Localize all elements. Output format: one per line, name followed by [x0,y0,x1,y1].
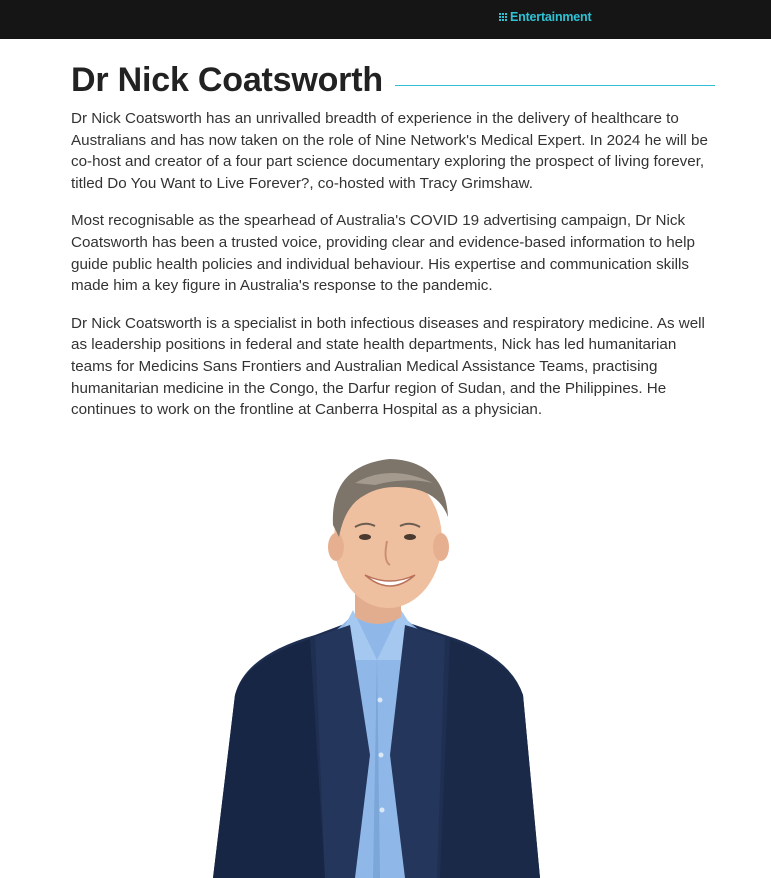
bio-paragraph-2: Most recognisable as the spearhead of Australia's COVID 19 advertising campaign, Dr Nick Coatsworth has been a trusted voice, providing clear and evidence-based information to help guide public health policies and individual behaviour. His expertise and communication skills made him a key figure in Australia's response to the pandemic. [71,212,695,295]
bio-paragraph-1: Dr Nick Coatsworth has an unrivalled breadth of experience in the delivery of healthcare to Australians and has now taken on the role of Nine Network's Medical Expert. In 2024 he will be co-host and creator of a four part science documentary exploring the prospect of living forever, titled Do You Want to Live Forever?, co-hosted with Tracy Grimshaw. [71,110,708,192]
page-title: Dr Nick Coatsworth [71,60,383,99]
bio-paragraph-3: Dr Nick Coatsworth is a specialist in both infectious diseases and respiratory medicine. As well as leadership positions in federal and state health departments, Nick has led humanitarian teams for Medicins Sans Frontiers and Australian Medical Assistance Teams, practising humanitarian medicine in the Congo, the Darfur region of Sudan, and the Philippines. He continues to work on the frontline at Canberra Hospital as a physician. [71,314,705,419]
profile-content [71,54,715,437]
title-divider [395,85,715,86]
nine-dots-icon [499,13,509,22]
entertainment-home-link[interactable] [499,9,591,25]
title-row [71,54,715,106]
brand-label: Entertainment [510,10,592,24]
profile-photo [205,455,550,878]
top-navigation-bar [0,0,771,39]
